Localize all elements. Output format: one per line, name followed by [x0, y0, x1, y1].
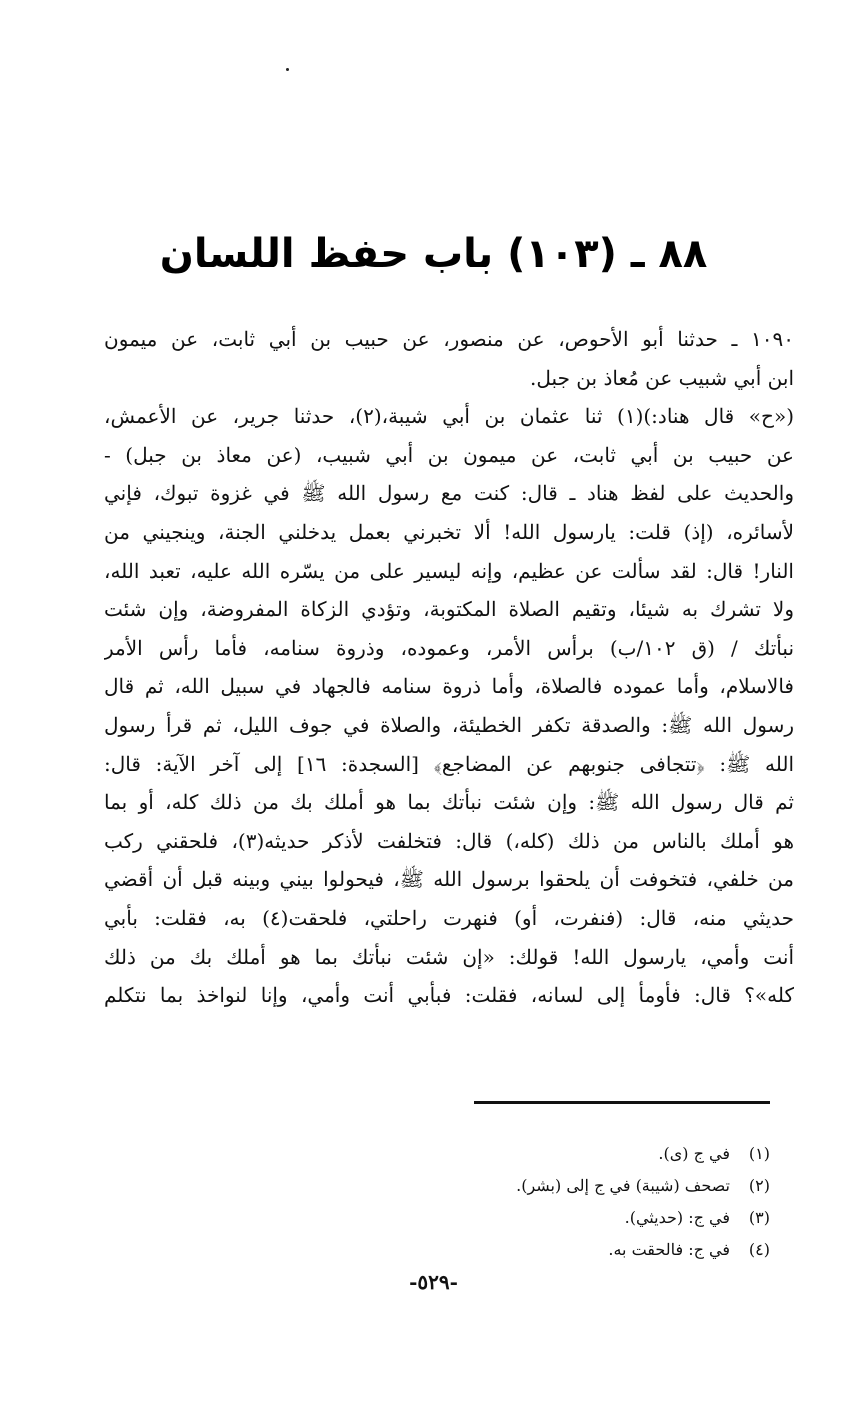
- footnote-number: (١): [748, 1144, 770, 1163]
- text-line: («ح» قال هناد:)(١) ثنا عثمان بن أبي شيبة،(٢)، حدثنا جرير، عن الأعمش،: [104, 404, 794, 429]
- text-line: عن حبيب بن أبي ثابت، عن ميمون بن أبي شبيب، (عن معاذ بن جبل) -: [104, 442, 794, 467]
- text-line: ابن أبي شبيب عن مُعاذ بن جبل.: [530, 365, 794, 390]
- text-line: ولا تشرك به شيئا، وتقيم الصلاة المكتوبة، وتؤدي الزكاة المفروضة، وإن شئت: [104, 597, 794, 622]
- footnote-number: (٢): [748, 1176, 770, 1195]
- text-line: رسول الله ﷺ: والصدقة تكفر الخطيئة، والصلاة في جوف الليل، ثم قرأ رسول: [104, 712, 794, 737]
- text-line: الله ﷺ: ﴿تتجافى جنوبهم عن المضاجع﴾ [السجدة: ١٦] إلى آخر الآية: قال:: [104, 751, 794, 776]
- text-line: والحديث على لفظ هناد ـ قال: كنت مع رسول الله ﷺ في غزوة تبوك، فإني: [104, 481, 794, 506]
- footnote-separator: [474, 1101, 770, 1104]
- footnote-item: [400, 1170, 770, 1202]
- footnote-number: (٣): [748, 1208, 770, 1227]
- footnote-text: في ج (ى).: [658, 1144, 730, 1163]
- footnote-item: [400, 1202, 770, 1234]
- text-line: لأسائره، (إذ) قلت: يارسول الله! ألا تخبرني بعمل يدخلني الجنة، وينجيني من: [104, 519, 794, 544]
- text-line: كله»؟ قال: فأومأ إلى لسانه، فقلت: فبأبي أنت وأمي، وإنا لنواخذ بما نتكلم: [104, 983, 794, 1008]
- footnote-text: في ج: (حديثي).: [624, 1208, 730, 1227]
- page-number: -٥٢٩-: [409, 1270, 458, 1294]
- ink-dot: [286, 68, 289, 71]
- footnote-number: (٤): [748, 1240, 770, 1259]
- footnote-text: تصحف (شيبة) في ج إلى (بشر).: [516, 1176, 730, 1195]
- chapter-title: ٨٨ ـ (١٠٣) باب حفظ اللسان: [159, 231, 708, 277]
- text-line: من خلفي، فتخوفت أن يلحقوا برسول الله ﷺ، فيحولوا بيني وبينه قبل أن أقضي: [104, 867, 794, 892]
- hadith-text: [104, 320, 794, 1015]
- text-line: حديثي منه، قال: (فنفرت، أو) فنهرت راحلتي، فلحقت(٤) به، فقلت: بأبي: [104, 905, 794, 930]
- text-line: هو أملك بالناس من ذلك (كله،) قال: فتخلفت لأذكر حديثه(٣)، فلحقني ركب: [104, 828, 794, 853]
- footnote-item: [400, 1234, 770, 1266]
- footnote-text: في ج: فالحقت به.: [608, 1240, 730, 1259]
- text-line: فالاسلام، وأما عموده فالصلاة، وأما ذروة سنامه فالجهاد في سبيل الله، ثم قال: [104, 674, 794, 699]
- text-line: ثم قال رسول الله ﷺ: وإن شئت نبأتك بما هو أملك بك من ذلك كله، أو بما: [104, 790, 794, 815]
- text-line: ١٠٩٠ ـ حدثنا أبو الأحوص، عن منصور، عن حبيب بن أبي ثابت، عن ميمون: [104, 327, 794, 351]
- text-line: النار! قال: لقد سألت عن عظيم، وإنه ليسير على من يسّره الله عليه، تعبد الله،: [104, 558, 794, 583]
- footnotes: [400, 1138, 770, 1266]
- text-line: أنت وأمي، يارسول الله! قولك: «إن شئت نبأتك بما هو أملك بك من ذلك: [104, 944, 794, 969]
- footnote-item: [400, 1138, 770, 1170]
- text-line: نبأتك / (ق ١٠٢/ب) برأس الأمر، وعموده، وذروة سنامه، فأما رأس الأمر: [104, 635, 794, 660]
